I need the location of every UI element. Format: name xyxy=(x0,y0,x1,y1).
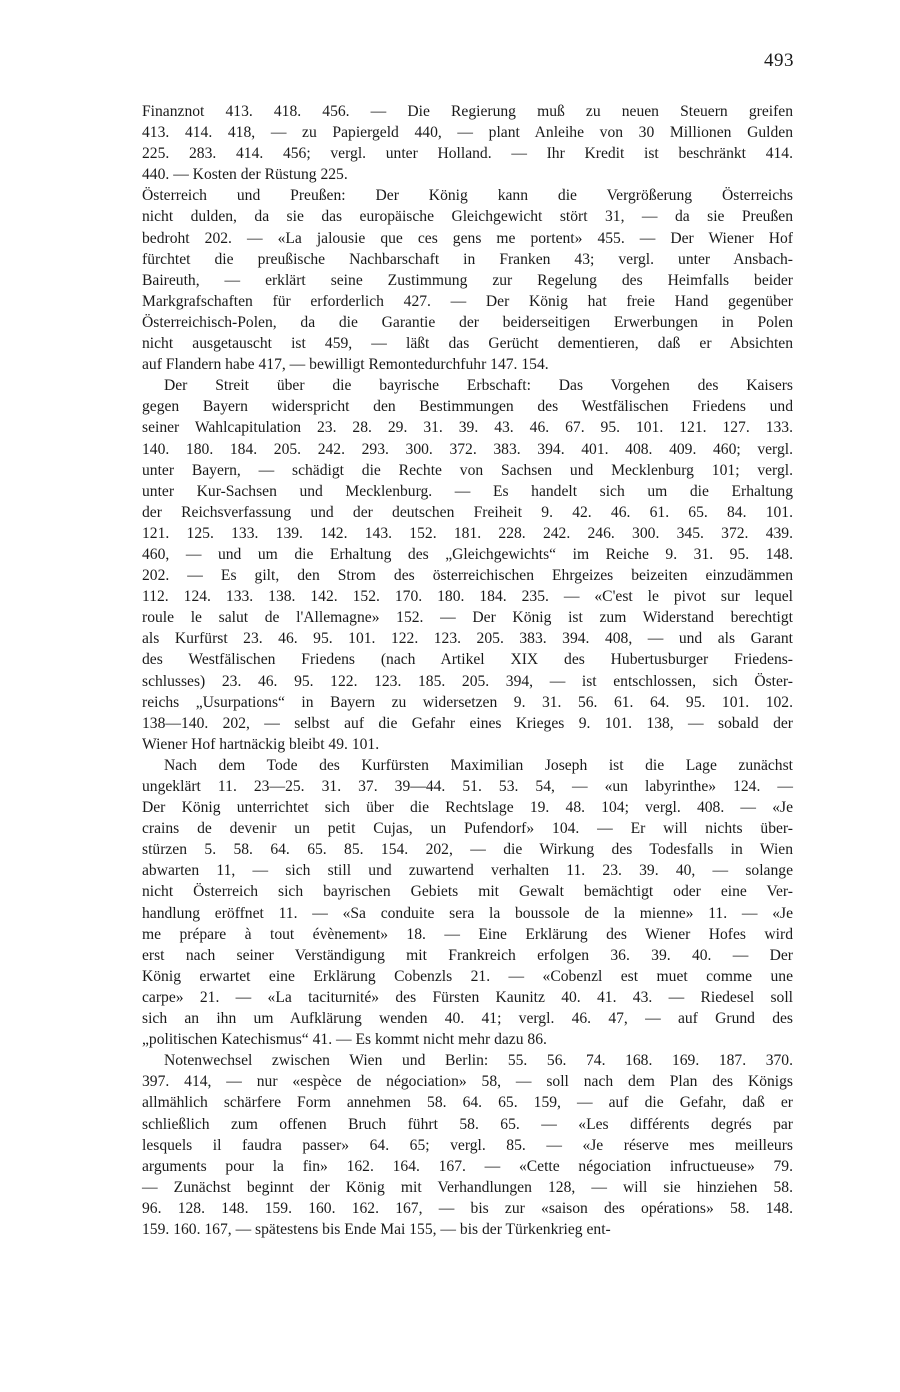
text-line: 112. 124. 133. 138. 142. 152. 170. 180. 184. 235. — «C'est le pivot sur lequel xyxy=(142,588,793,606)
text-line: 225. 283. 414. 456; vergl. unter Holland. — Ihr Kredit ist beschränkt 414. xyxy=(142,145,793,163)
text-line: ungeklärt 11. 23—25. 31. 37. 39—44. 51. 53. 54, — «un labyrinthe» 124. — xyxy=(142,778,793,795)
text-line: der Reichsverfassung und der deutschen Freiheit 9. 42. 46. 61. 65. 84. 101. xyxy=(142,503,793,521)
index-entry-paragraph xyxy=(142,101,793,185)
text-line: carpe» 21. — «La taciturnité» des Fürsten Kaunitz 40. 41. 43. — Riedesel soll xyxy=(142,988,793,1006)
text-line: nicht ausgetauscht ist 459, — läßt das Gerücht dementieren, daß er Absichten xyxy=(142,335,793,353)
text-line: — Zunächst beginnt der König mit Verhandlungen 128, — will sie hinziehen 58. xyxy=(142,1178,793,1196)
text-line: 440. — Kosten der Rüstung 225. xyxy=(142,166,348,184)
text-line: allmählich schärfere Form annehmen 58. 64. 65. 159, — auf die Gefahr, daß er xyxy=(142,1094,793,1112)
text-line: roule le salut de l'Allemagne» 152. — Der König ist zum Widerstand berechtigt xyxy=(142,609,793,627)
text-line: Der Streit über die bayrische Erbschaft: Das Vorgehen des Kaisers xyxy=(164,377,793,395)
index-text-block xyxy=(142,101,793,1240)
index-entry-paragraph xyxy=(142,185,793,375)
text-line: als Kurfürst 23. 46. 95. 101. 122. 123. 205. 383. 394. 408, — und als Garant xyxy=(142,630,793,648)
text-line: 121. 125. 133. 139. 142. 143. 152. 181. 228. 242. 246. 300. 345. 372. 439. xyxy=(142,524,793,542)
text-line: arguments pour la fin» 162. 164. 167. — «Cette négociation infructueuse» 79. xyxy=(142,1157,793,1175)
text-line: nicht dulden, da sie das europäische Gleichgewicht stört 31, — da sie Preußen xyxy=(142,208,793,226)
text-line: stürzen 5. 58. 64. 65. 85. 154. 202, — die Wirkung des Todesfalls in Wien xyxy=(142,841,793,859)
text-line: Wiener Hof hartnäckig bleibt 49. 101. xyxy=(142,735,380,753)
text-line: reichs „Usurpations“ in Bayern zu widersetzen 9. 31. 56. 61. 64. 95. 101. 102. xyxy=(142,693,793,711)
text-line: handlung eröffnet 11. — «Sa conduite sera la boussole de la mienne» 11. — «Je xyxy=(142,904,793,922)
index-entry-paragraph xyxy=(142,375,793,755)
text-line: seiner Wahlcapitulation 23. 28. 29. 31. 39. 43. 46. 67. 95. 101. 121. 127. 133. xyxy=(142,419,793,437)
text-line: bedroht 202. — «La jalousie que ces gens me portent» 455. — Der Wiener Hof xyxy=(142,229,793,247)
text-line: 460, — und um die Erhaltung des „Gleichgewichts“ im Reiche 9. 31. 95. 148. xyxy=(142,545,793,563)
text-line: Markgrafschaften für erforderlich 427. — Der König hat freie Hand gegenüber xyxy=(142,292,793,310)
index-entry-paragraph xyxy=(142,1050,793,1240)
text-line: gegen Bayern widerspricht den Bestimmungen des Westfälischen Friedens und xyxy=(142,398,793,416)
text-line: Der König unterrichtet sich über die Rechtslage 19. 48. 104; vergl. 408. — «Je xyxy=(142,799,793,817)
text-line: 140. 180. 184. 205. 242. 293. 300. 372. 383. 394. 401. 408. 409. 460; vergl. xyxy=(142,440,793,458)
text-line: Österreichisch-Polen, da die Garantie der beiderseitigen Erwerbungen in Polen xyxy=(142,313,793,331)
text-line: unter Bayern, — schädigt die Rechte von Sachsen und Mecklenburg 101; vergl. xyxy=(142,461,793,479)
text-line: schließlich zum offenen Bruch führt 58. 65. — «Les différents degrés par xyxy=(142,1115,793,1133)
text-line: 397. 414, — nur «espèce de négociation» 58, — soll nach dem Plan des Königs xyxy=(142,1073,793,1091)
text-line: 202. — Es gilt, den Strom des österreichischen Ehrgeizes beizeiten einzudämmen xyxy=(142,567,793,585)
text-line: 159. 160. 167, — spätestens bis Ende Mai 155, — bis der Türkenkrieg ent- xyxy=(142,1220,611,1238)
text-line: unter Kur-Sachsen und Mecklenburg. — Es handelt sich um die Erhaltung xyxy=(142,482,793,500)
text-line: „politischen Katechismus“ 41. — Es kommt nicht mehr dazu 86. xyxy=(142,1031,547,1049)
text-line: Österreich und Preußen: Der König kann die Vergrößerung Österreichs xyxy=(142,187,793,205)
text-line: auf Flandern habe 417, — bewilligt Remontedurchfuhr 147. 154. xyxy=(142,356,549,374)
text-line: crains de devenir un petit Cujas, un Pufendorf» 104. — Er will nichts über- xyxy=(142,820,793,838)
text-line: Finanznot 413. 418. 456. — Die Regierung muß zu neuen Steuern greifen xyxy=(142,103,793,120)
text-line: des Westfälischen Friedens (nach Artikel XIX des Hubertusburger Friedens- xyxy=(142,651,793,669)
text-line: 138—140. 202, — selbst auf die Gefahr eines Krieges 9. 101. 138, — sobald der xyxy=(142,714,793,732)
text-line: lesquels il faudra passer» 64. 65; vergl. 85. — «Je réserve mes meilleurs xyxy=(142,1136,793,1154)
text-line: erst nach seiner Verständigung mit Frankreich erfolgen 36. 39. 40. — Der xyxy=(142,946,793,964)
page-number: 493 xyxy=(764,50,794,71)
text-line: me prépare à tout évènement» 18. — Eine Erklärung des Wiener Hofes wird xyxy=(142,925,793,943)
text-line: Nach dem Tode des Kurfürsten Maximilian Joseph ist die Lage zunächst xyxy=(164,756,793,774)
text-line: 96. 128. 148. 159. 160. 162. 167, — bis zur «saison des opérations» 58. 148. xyxy=(142,1199,793,1217)
text-line: nicht Österreich sich bayrischen Gebiets mit Gewalt bemächtigt oder eine Ver- xyxy=(142,883,793,901)
text-line: Baireuth, — erklärt seine Zustimmung zur Regelung des Heimfalls beider xyxy=(142,271,793,289)
index-entry-paragraph xyxy=(142,755,793,1050)
text-line: Notenwechsel zwischen Wien und Berlin: 55. 56. 74. 168. 169. 187. 370. xyxy=(164,1052,793,1070)
text-line: König erwartet eine Erklärung Cobenzls 21. — «Cobenzl est muet comme une xyxy=(142,967,793,985)
text-line: 413. 414. 418, — zu Papiergeld 440, — plant Anleihe von 30 Millionen Gulden xyxy=(142,124,793,142)
text-line: schlusses) 23. 46. 95. 122. 123. 185. 205. 394, — ist entschlossen, sich Öster- xyxy=(142,672,793,690)
text-line: fürchtet die preußische Nachbarschaft in Franken 43; vergl. unter Ansbach- xyxy=(142,250,793,268)
text-line: sich an ihn um Aufklärung wenden 40. 41; vergl. 46. 47, — auf Grund des xyxy=(142,1010,793,1028)
text-line: abwarten 11, — sich still und zuwartend verhalten 11. 23. 39. 40, — solange xyxy=(142,862,793,880)
